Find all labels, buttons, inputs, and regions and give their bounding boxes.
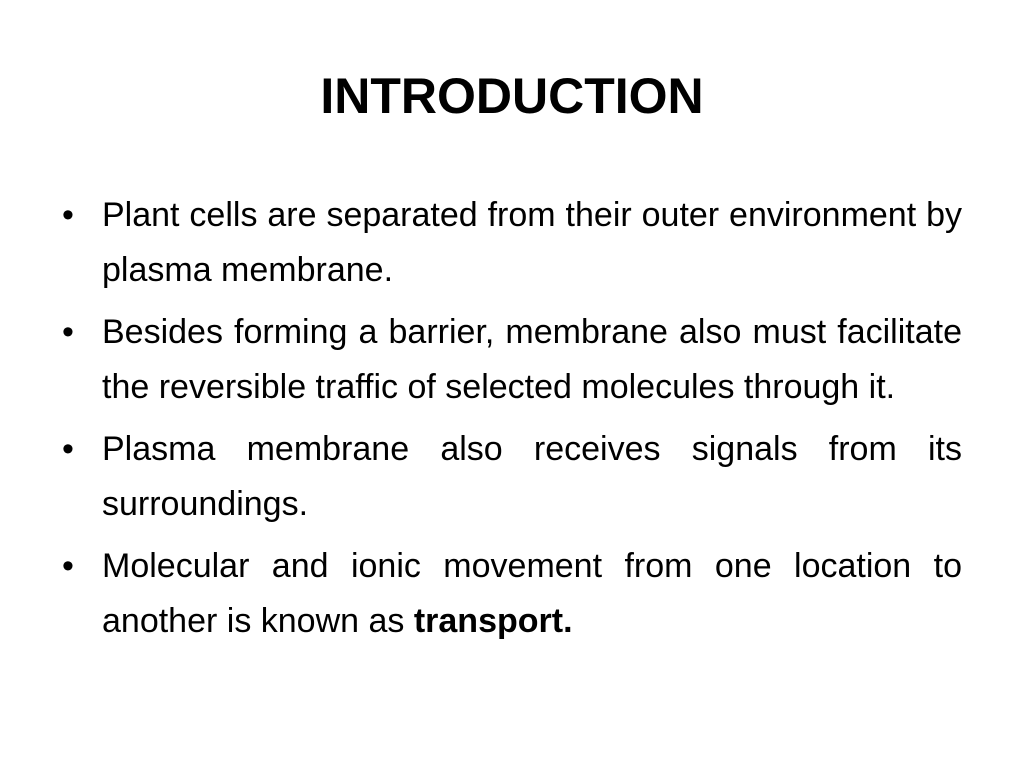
bullet-icon: • (62, 313, 74, 351)
bullet-icon: • (62, 430, 74, 468)
bullet-text-regular: Molecular and ionic movement from one location to another is known as (102, 547, 962, 640)
bullet-item (62, 422, 962, 532)
bullet-icon: • (62, 547, 74, 585)
bullet-list (62, 188, 962, 656)
bullet-text (102, 539, 962, 649)
bullet-text: Besides forming a barrier, membrane also must facilitate the reversible traffic of selected molecules through it. (102, 313, 962, 406)
bullet-text: Plant cells are separated from their outer environment by plasma membrane. (102, 196, 962, 289)
bullet-icon: • (62, 196, 74, 234)
bullet-text-bold: transport. (413, 602, 573, 640)
bullet-item (62, 539, 962, 649)
bullet-text: Plasma membrane also receives signals from its surroundings. (102, 430, 962, 523)
bullet-item (62, 305, 962, 415)
slide-title: INTRODUCTION (320, 68, 704, 124)
bullet-item (62, 188, 962, 298)
